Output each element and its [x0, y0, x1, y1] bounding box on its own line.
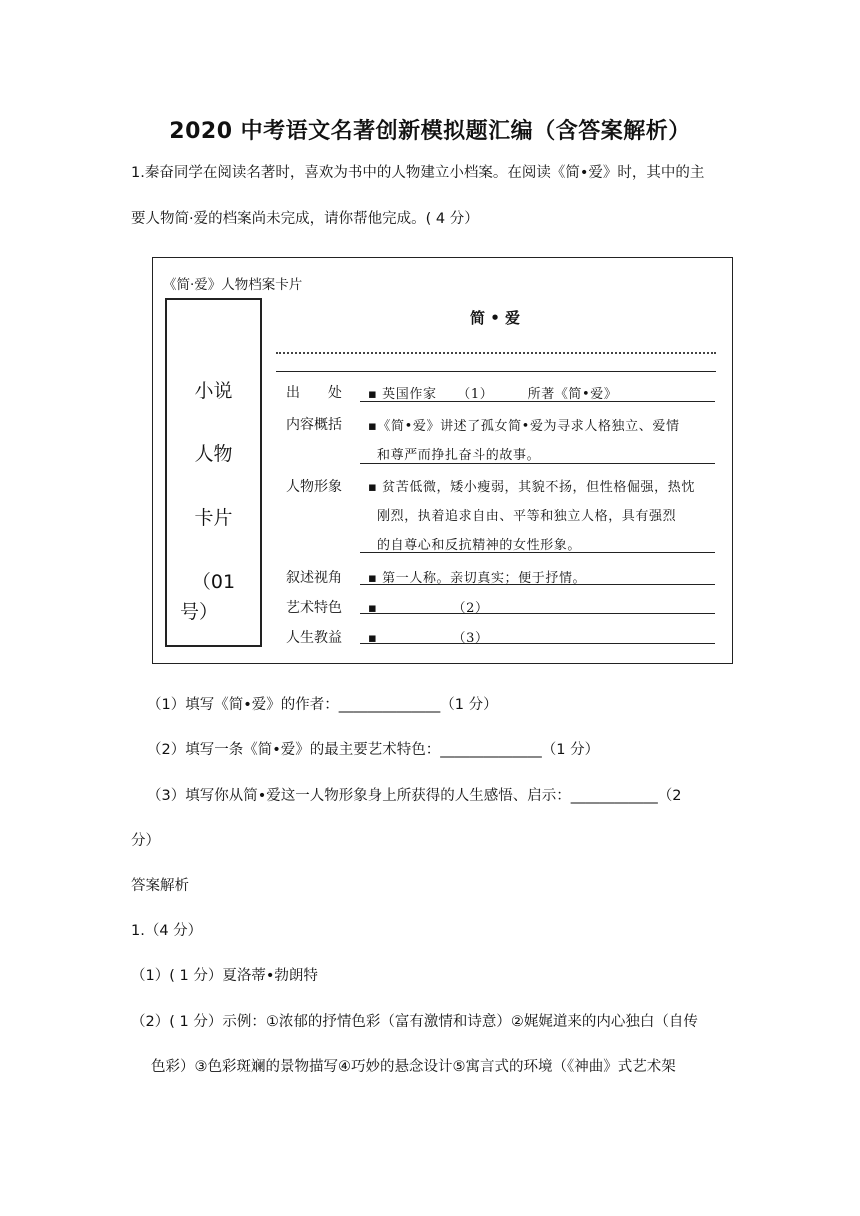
row-line — [360, 613, 715, 614]
subquestion-1: （1）填写《简•爱》的作者：______________（1 分） — [147, 697, 498, 713]
row-line — [360, 643, 715, 644]
row-text-perspective: ▪ 第一人称。亲切真实；便于抒情。 — [368, 571, 587, 586]
answer-1: （1）( 1 分）夏洛蒂•勃朗特 — [131, 968, 318, 984]
card-name: 简 • 爱 — [470, 309, 521, 327]
row-label-art: 艺术特色 — [286, 600, 342, 616]
question-line-2: 要人物简·爱的档案尚未完成，请你帮他完成。( 4 分） — [131, 211, 479, 227]
name-underline — [276, 371, 716, 372]
row-text-summary-2: 和尊严而挣扎奋斗的故事。 — [377, 448, 541, 463]
row-label-perspective: 叙述视角 — [286, 570, 342, 586]
row-label-source: 出 处 — [286, 385, 342, 401]
row-line — [360, 401, 715, 402]
row-label-summary: 内容概括 — [286, 417, 342, 433]
subquestion-3: （3）填写你从简•爱这一人物形象身上所获得的人生感悟、启示：____________（2 — [147, 788, 682, 804]
answer-header: 答案解析 — [131, 878, 189, 894]
answer-2-line-2: 色彩）③色彩斑斓的景物描写④巧妙的悬念设计⑤寓言式的环境（《神曲》式艺术架 — [151, 1059, 676, 1075]
row-text-image-2: 刚烈，执着追求自由、平等和独立人格，具有强烈 — [377, 509, 677, 524]
name-dotted-line — [276, 352, 716, 354]
side-label-number: （01 — [191, 571, 236, 593]
question-line-1: 1.秦奋同学在阅读名著时，喜欢为书中的人物建立小档案。在阅读《简•爱》时，其中的主 — [131, 165, 705, 181]
row-line — [360, 463, 715, 464]
subquestion-2: （2）填写一条《简•爱》的最主要艺术特色：______________（1 分） — [147, 742, 600, 758]
row-text-art: ▪ （2） — [368, 601, 489, 616]
page-title: 2020 中考语文名著创新模拟题汇编（含答案解析） — [169, 119, 691, 144]
row-text-image-3: 的自尊心和反抗精神的女性形象。 — [377, 538, 582, 553]
side-label-novel: 小说 — [194, 380, 233, 402]
answer-2-line-1: （2）( 1 分）示例：①浓郁的抒情色彩（富有激情和诗意）②娓娓道来的内心独白（自传 — [131, 1014, 698, 1030]
row-label-lesson: 人生教益 — [286, 630, 342, 646]
row-line — [360, 584, 715, 585]
card-side-box — [165, 298, 262, 647]
row-text-summary-1: ▪《简•爱》讲述了孤女简•爱为寻求人格独立、爱情 — [368, 419, 680, 434]
row-line — [360, 552, 715, 553]
answer-question-1: 1.（4 分） — [131, 923, 203, 939]
side-label-character: 人物 — [194, 443, 233, 465]
card-caption: 《简·爱》人物档案卡片 — [163, 277, 303, 293]
row-text-lesson: ▪ （3） — [368, 631, 489, 646]
row-text-source: ▪ 英国作家 （1） 所著《简•爱》 — [368, 387, 618, 402]
side-label-number-end: 号） — [180, 601, 219, 623]
side-label-card: 卡片 — [194, 507, 233, 529]
row-text-image-1: ▪ 贫苦低微，矮小瘦弱，其貌不扬，但性格倔强，热忱 — [368, 480, 695, 495]
subquestion-3-cont: 分） — [131, 833, 160, 849]
row-label-image: 人物形象 — [286, 479, 342, 495]
